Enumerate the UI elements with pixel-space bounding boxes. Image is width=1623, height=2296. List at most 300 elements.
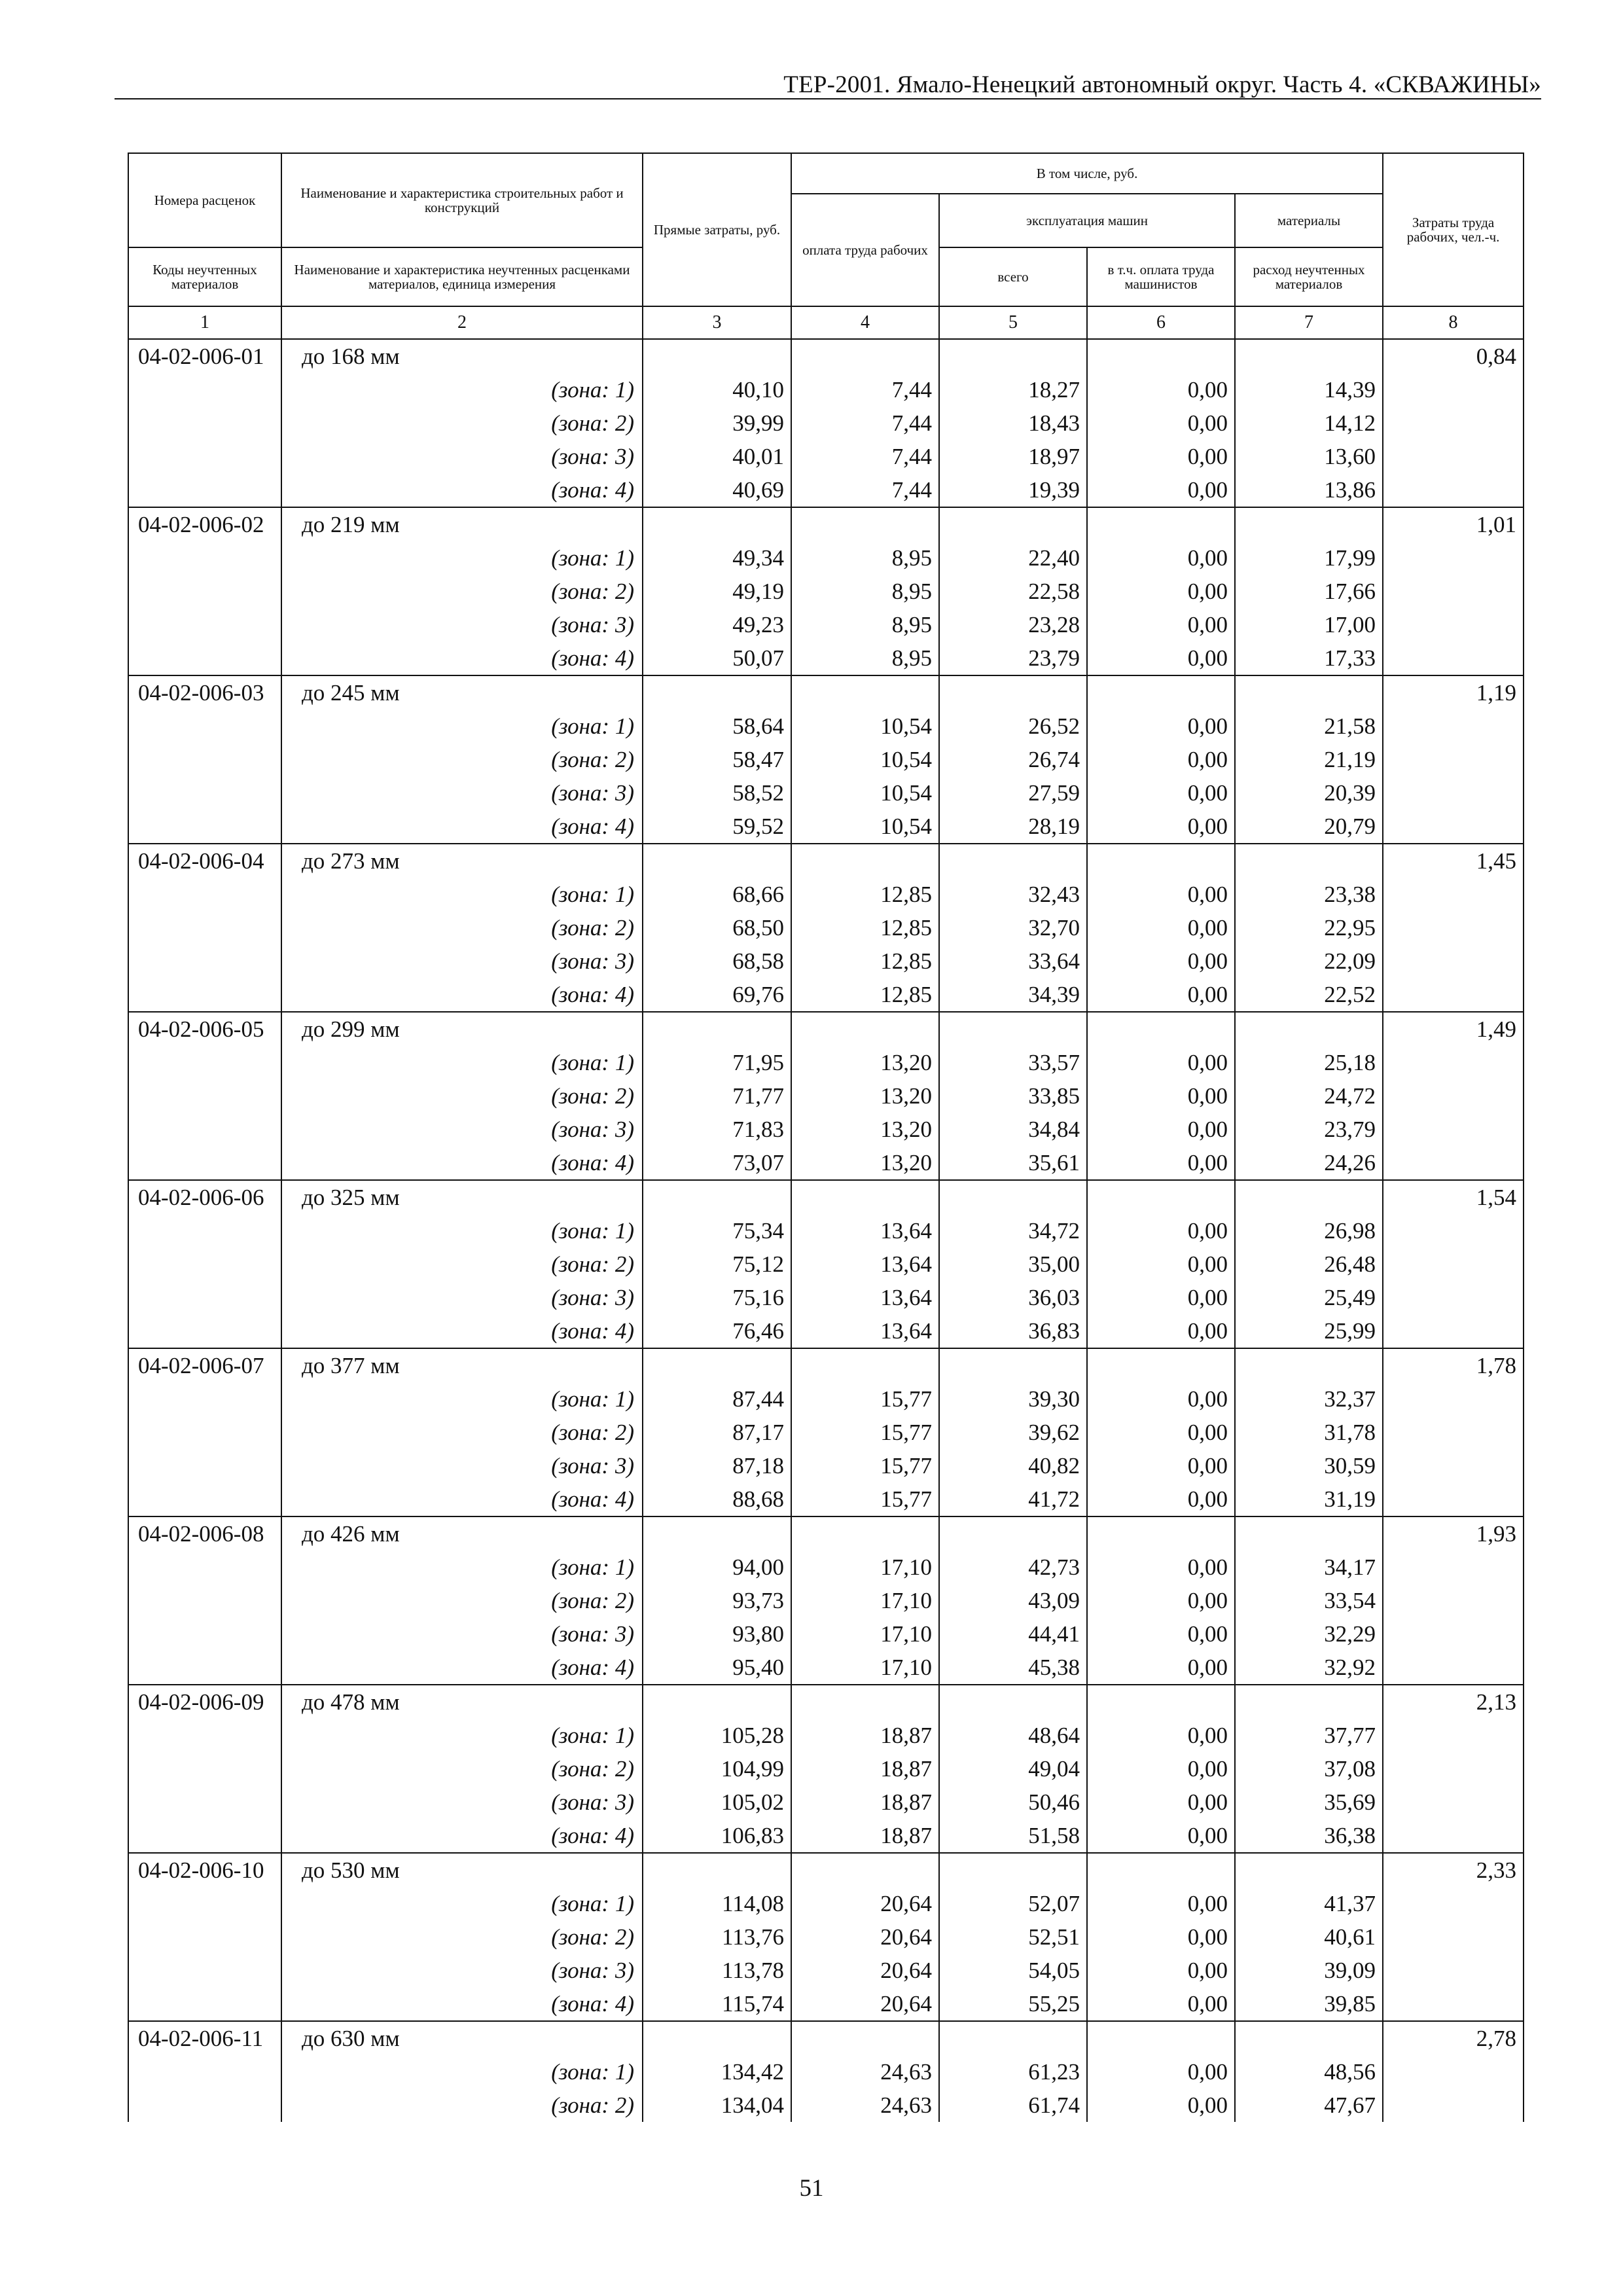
empty-cell <box>1235 339 1383 373</box>
table-row-zone <box>128 1314 1524 1348</box>
empty-cell <box>128 1887 281 1920</box>
materials-value: 20,39 <box>1235 776 1383 810</box>
operator-wages-value: 0,00 <box>1087 1987 1235 2021</box>
empty-cell <box>1383 1819 1524 1853</box>
empty-cell <box>1383 1987 1524 2021</box>
machines-total-value: 45,38 <box>939 1651 1087 1685</box>
operator-wages-value: 0,00 <box>1087 1382 1235 1416</box>
empty-cell <box>1383 1651 1524 1685</box>
machines-total-value: 35,00 <box>939 1247 1087 1281</box>
empty-cell <box>128 709 281 743</box>
direct-costs-value: 49,34 <box>643 541 791 575</box>
materials-value: 34,17 <box>1235 1551 1383 1584</box>
direct-costs-value: 68,58 <box>643 944 791 978</box>
table-row-zone <box>128 1987 1524 2021</box>
rate-name: до 273 мм <box>281 844 643 878</box>
machines-total-value: 36,03 <box>939 1281 1087 1314</box>
empty-cell <box>1383 1449 1524 1482</box>
wages-value: 15,77 <box>791 1382 939 1416</box>
empty-cell <box>1235 675 1383 709</box>
empty-cell <box>1383 743 1524 776</box>
direct-costs-value: 73,07 <box>643 1146 791 1180</box>
column-number: 7 <box>1235 306 1383 339</box>
empty-cell <box>643 844 791 878</box>
table-row-zone <box>128 1079 1524 1113</box>
empty-cell <box>1383 776 1524 810</box>
zone-label: (зона: 4) <box>281 1651 643 1685</box>
empty-cell <box>643 1348 791 1382</box>
materials-value: 36,38 <box>1235 1819 1383 1853</box>
materials-value: 31,78 <box>1235 1416 1383 1449</box>
operator-wages-value: 0,00 <box>1087 1214 1235 1247</box>
empty-cell <box>128 1079 281 1113</box>
rate-code: 04-02-006-04 <box>128 844 281 878</box>
zone-label: (зона: 4) <box>281 1314 643 1348</box>
empty-cell <box>128 743 281 776</box>
empty-cell <box>1383 1247 1524 1281</box>
zone-label: (зона: 1) <box>281 1214 643 1247</box>
empty-cell <box>128 1314 281 1348</box>
wages-value: 12,85 <box>791 911 939 944</box>
zone-label: (зона: 3) <box>281 1617 643 1651</box>
zone-label: (зона: 1) <box>281 878 643 911</box>
empty-cell <box>128 1247 281 1281</box>
zone-label: (зона: 3) <box>281 944 643 978</box>
operator-wages-value: 0,00 <box>1087 440 1235 473</box>
empty-cell <box>643 1853 791 1887</box>
header-column-numbers <box>128 306 1524 339</box>
zone-label: (зона: 1) <box>281 541 643 575</box>
wages-value: 10,54 <box>791 776 939 810</box>
materials-value: 24,26 <box>1235 1146 1383 1180</box>
zone-label: (зона: 1) <box>281 709 643 743</box>
column-number: 4 <box>791 306 939 339</box>
materials-value: 35,69 <box>1235 1785 1383 1819</box>
direct-costs-value: 93,73 <box>643 1584 791 1617</box>
empty-cell <box>1383 608 1524 641</box>
rates-table <box>128 152 1524 2122</box>
materials-value: 37,08 <box>1235 1752 1383 1785</box>
machines-total-value: 42,73 <box>939 1551 1087 1584</box>
materials-value: 17,66 <box>1235 575 1383 608</box>
operator-wages-value: 0,00 <box>1087 1584 1235 1617</box>
materials-value: 21,19 <box>1235 743 1383 776</box>
table-row-zone <box>128 1785 1524 1819</box>
empty-cell <box>643 339 791 373</box>
machines-total-value: 27,59 <box>939 776 1087 810</box>
wages-value: 20,64 <box>791 1987 939 2021</box>
empty-cell <box>1235 507 1383 541</box>
zone-label: (зона: 2) <box>281 1584 643 1617</box>
machines-total-value: 23,79 <box>939 641 1087 675</box>
direct-costs-value: 39,99 <box>643 406 791 440</box>
empty-cell <box>643 675 791 709</box>
machines-total-value: 48,64 <box>939 1719 1087 1752</box>
machines-total-value: 26,74 <box>939 743 1087 776</box>
empty-cell <box>128 541 281 575</box>
operator-wages-value: 0,00 <box>1087 911 1235 944</box>
zone-label: (зона: 1) <box>281 1719 643 1752</box>
direct-costs-value: 59,52 <box>643 810 791 844</box>
machines-total-value: 34,39 <box>939 978 1087 1012</box>
empty-cell <box>1383 709 1524 743</box>
empty-cell <box>791 675 939 709</box>
empty-cell <box>1383 2089 1524 2122</box>
zone-label: (зона: 1) <box>281 2055 643 2089</box>
rate-name: до 530 мм <box>281 1853 643 1887</box>
empty-cell <box>1383 1785 1524 1819</box>
rate-name: до 426 мм <box>281 1516 643 1551</box>
empty-cell <box>128 440 281 473</box>
empty-cell <box>791 1685 939 1719</box>
machines-total-value: 32,43 <box>939 878 1087 911</box>
empty-cell <box>1235 1180 1383 1214</box>
rate-name: до 299 мм <box>281 1012 643 1046</box>
materials-value: 32,29 <box>1235 1617 1383 1651</box>
direct-costs-value: 88,68 <box>643 1482 791 1516</box>
direct-costs-value: 75,12 <box>643 1247 791 1281</box>
machines-total-value: 44,41 <box>939 1617 1087 1651</box>
operator-wages-value: 0,00 <box>1087 641 1235 675</box>
machines-total-value: 52,07 <box>939 1887 1087 1920</box>
machines-total-value: 18,43 <box>939 406 1087 440</box>
operator-wages-value: 0,00 <box>1087 1247 1235 1281</box>
empty-cell <box>1235 844 1383 878</box>
labor-costs-value: 1,93 <box>1383 1516 1524 1551</box>
empty-cell <box>939 1012 1087 1046</box>
empty-cell <box>1383 575 1524 608</box>
empty-cell <box>128 878 281 911</box>
direct-costs-value: 68,66 <box>643 878 791 911</box>
operator-wages-value: 0,00 <box>1087 978 1235 1012</box>
header-including: В том числе, руб. <box>791 153 1383 194</box>
empty-cell <box>128 608 281 641</box>
zone-label: (зона: 2) <box>281 2089 643 2122</box>
header-direct-costs: Прямые затраты, руб. <box>643 153 791 306</box>
table-row-zone <box>128 878 1524 911</box>
operator-wages-value: 0,00 <box>1087 1887 1235 1920</box>
materials-value: 22,09 <box>1235 944 1383 978</box>
empty-cell <box>128 473 281 507</box>
wages-value: 13,20 <box>791 1046 939 1079</box>
direct-costs-value: 104,99 <box>643 1752 791 1785</box>
materials-value: 26,48 <box>1235 1247 1383 1281</box>
operator-wages-value: 0,00 <box>1087 2089 1235 2122</box>
materials-value: 32,92 <box>1235 1651 1383 1685</box>
empty-cell <box>1383 373 1524 406</box>
rate-code: 04-02-006-09 <box>128 1685 281 1719</box>
empty-cell <box>1383 440 1524 473</box>
table-row-zone <box>128 2089 1524 2122</box>
operator-wages-value: 0,00 <box>1087 1449 1235 1482</box>
table-body <box>128 339 1524 2122</box>
direct-costs-value: 134,04 <box>643 2089 791 2122</box>
empty-cell <box>1383 1146 1524 1180</box>
empty-cell <box>128 1551 281 1584</box>
empty-cell <box>1383 1617 1524 1651</box>
table-row-zone <box>128 1617 1524 1651</box>
operator-wages-value: 0,00 <box>1087 2055 1235 2089</box>
empty-cell <box>1383 1113 1524 1146</box>
direct-costs-value: 105,28 <box>643 1719 791 1752</box>
empty-cell <box>939 1516 1087 1551</box>
header-machine-operation: эксплуатация машин <box>939 194 1235 247</box>
machines-total-value: 34,84 <box>939 1113 1087 1146</box>
wages-value: 7,44 <box>791 406 939 440</box>
column-number: 1 <box>128 306 281 339</box>
table-row-zone <box>128 944 1524 978</box>
machines-total-value: 34,72 <box>939 1214 1087 1247</box>
machines-total-value: 19,39 <box>939 473 1087 507</box>
zone-label: (зона: 1) <box>281 1046 643 1079</box>
empty-cell <box>643 2021 791 2055</box>
empty-cell <box>1087 1685 1235 1719</box>
machines-total-value: 61,23 <box>939 2055 1087 2089</box>
operator-wages-value: 0,00 <box>1087 406 1235 440</box>
wages-value: 15,77 <box>791 1449 939 1482</box>
materials-value: 17,99 <box>1235 541 1383 575</box>
materials-value: 32,37 <box>1235 1382 1383 1416</box>
table-row-zone <box>128 1584 1524 1617</box>
empty-cell <box>1383 944 1524 978</box>
rate-code: 04-02-006-08 <box>128 1516 281 1551</box>
empty-cell <box>1087 1853 1235 1887</box>
direct-costs-value: 93,80 <box>643 1617 791 1651</box>
table-row-zone <box>128 1449 1524 1482</box>
rate-code: 04-02-006-03 <box>128 675 281 709</box>
direct-costs-value: 113,78 <box>643 1954 791 1987</box>
table-row-zone <box>128 1920 1524 1954</box>
table-row-rate-header <box>128 1685 1524 1719</box>
empty-cell <box>791 507 939 541</box>
materials-value: 14,39 <box>1235 373 1383 406</box>
materials-value: 39,85 <box>1235 1987 1383 2021</box>
machines-total-value: 39,30 <box>939 1382 1087 1416</box>
machines-total-value: 23,28 <box>939 608 1087 641</box>
zone-label: (зона: 3) <box>281 1785 643 1819</box>
header-machines-total: всего <box>939 247 1087 306</box>
table-row-zone <box>128 1146 1524 1180</box>
empty-cell <box>128 810 281 844</box>
machines-total-value: 18,97 <box>939 440 1087 473</box>
empty-cell <box>128 1920 281 1954</box>
empty-cell <box>1235 1012 1383 1046</box>
table-header <box>128 153 1524 339</box>
table-row-zone <box>128 810 1524 844</box>
operator-wages-value: 0,00 <box>1087 1482 1235 1516</box>
table-row-zone <box>128 978 1524 1012</box>
direct-costs-value: 106,83 <box>643 1819 791 1853</box>
empty-cell <box>791 1853 939 1887</box>
materials-value: 14,12 <box>1235 406 1383 440</box>
wages-value: 24,63 <box>791 2055 939 2089</box>
empty-cell <box>128 373 281 406</box>
empty-cell <box>1383 810 1524 844</box>
materials-value: 48,56 <box>1235 2055 1383 2089</box>
operator-wages-value: 0,00 <box>1087 373 1235 406</box>
empty-cell <box>128 1785 281 1819</box>
machines-total-value: 61,74 <box>939 2089 1087 2122</box>
wages-value: 12,85 <box>791 944 939 978</box>
header-rate-numbers: Номера расценок <box>128 153 281 247</box>
column-number: 2 <box>281 306 643 339</box>
labor-costs-value: 1,49 <box>1383 1012 1524 1046</box>
labor-costs-value: 2,78 <box>1383 2021 1524 2055</box>
wages-value: 8,95 <box>791 641 939 675</box>
wages-value: 15,77 <box>791 1416 939 1449</box>
empty-cell <box>128 1281 281 1314</box>
direct-costs-value: 87,44 <box>643 1382 791 1416</box>
wages-value: 12,85 <box>791 878 939 911</box>
empty-cell <box>791 1348 939 1382</box>
wages-value: 13,64 <box>791 1281 939 1314</box>
empty-cell <box>128 1954 281 1987</box>
table-row-rate-header <box>128 1012 1524 1046</box>
empty-cell <box>1383 1954 1524 1987</box>
materials-value: 22,95 <box>1235 911 1383 944</box>
wages-value: 20,64 <box>791 1954 939 1987</box>
empty-cell <box>128 1819 281 1853</box>
zone-label: (зона: 3) <box>281 1113 643 1146</box>
table-row-rate-header <box>128 507 1524 541</box>
empty-cell <box>1383 1551 1524 1584</box>
machines-total-value: 35,61 <box>939 1146 1087 1180</box>
empty-cell <box>1383 1482 1524 1516</box>
wages-value: 18,87 <box>791 1819 939 1853</box>
wages-value: 18,87 <box>791 1785 939 1819</box>
empty-cell <box>128 2055 281 2089</box>
table-row-rate-header <box>128 339 1524 373</box>
wages-value: 18,87 <box>791 1752 939 1785</box>
operator-wages-value: 0,00 <box>1087 1617 1235 1651</box>
table-row-zone <box>128 2055 1524 2089</box>
zone-label: (зона: 4) <box>281 810 643 844</box>
rate-name: до 377 мм <box>281 1348 643 1382</box>
operator-wages-value: 0,00 <box>1087 575 1235 608</box>
labor-costs-value: 2,13 <box>1383 1685 1524 1719</box>
column-number: 6 <box>1087 306 1235 339</box>
operator-wages-value: 0,00 <box>1087 810 1235 844</box>
direct-costs-value: 40,01 <box>643 440 791 473</box>
zone-label: (зона: 1) <box>281 1887 643 1920</box>
materials-value: 20,79 <box>1235 810 1383 844</box>
materials-value: 17,00 <box>1235 608 1383 641</box>
labor-costs-value: 1,78 <box>1383 1348 1524 1382</box>
table-row-zone <box>128 1819 1524 1853</box>
empty-cell <box>939 675 1087 709</box>
empty-cell <box>1383 1719 1524 1752</box>
direct-costs-value: 113,76 <box>643 1920 791 1954</box>
materials-value: 47,67 <box>1235 2089 1383 2122</box>
direct-costs-value: 71,83 <box>643 1113 791 1146</box>
table-row-zone <box>128 608 1524 641</box>
table-row-zone <box>128 1719 1524 1752</box>
direct-costs-value: 94,00 <box>643 1551 791 1584</box>
zone-label: (зона: 3) <box>281 440 643 473</box>
empty-cell <box>1087 1180 1235 1214</box>
empty-cell <box>939 339 1087 373</box>
empty-cell <box>643 1685 791 1719</box>
operator-wages-value: 0,00 <box>1087 1719 1235 1752</box>
empty-cell <box>128 1113 281 1146</box>
empty-cell <box>939 507 1087 541</box>
empty-cell <box>128 1987 281 2021</box>
materials-value: 25,49 <box>1235 1281 1383 1314</box>
table-row-zone <box>128 743 1524 776</box>
wages-value: 17,10 <box>791 1584 939 1617</box>
wages-value: 10,54 <box>791 709 939 743</box>
empty-cell <box>1087 339 1235 373</box>
empty-cell <box>128 2089 281 2122</box>
zone-label: (зона: 2) <box>281 1079 643 1113</box>
operator-wages-value: 0,00 <box>1087 1314 1235 1348</box>
empty-cell <box>1383 878 1524 911</box>
operator-wages-value: 0,00 <box>1087 608 1235 641</box>
empty-cell <box>643 1516 791 1551</box>
machines-total-value: 49,04 <box>939 1752 1087 1785</box>
zone-label: (зона: 2) <box>281 575 643 608</box>
machines-total-value: 51,58 <box>939 1819 1087 1853</box>
empty-cell <box>939 1180 1087 1214</box>
rate-name: до 478 мм <box>281 1685 643 1719</box>
table-row-zone <box>128 1046 1524 1079</box>
empty-cell <box>128 1752 281 1785</box>
rate-name: до 325 мм <box>281 1180 643 1214</box>
materials-value: 22,52 <box>1235 978 1383 1012</box>
direct-costs-value: 71,95 <box>643 1046 791 1079</box>
rate-code: 04-02-006-11 <box>128 2021 281 2055</box>
table-row-rate-header <box>128 844 1524 878</box>
rate-code: 04-02-006-10 <box>128 1853 281 1887</box>
wages-value: 17,10 <box>791 1651 939 1685</box>
page-number: 51 <box>799 2175 824 2202</box>
machines-total-value: 52,51 <box>939 1920 1087 1954</box>
empty-cell <box>128 406 281 440</box>
table-row-zone <box>128 541 1524 575</box>
page-header-title: ТЕР-2001. Ямало-Ненецкий автономный округ. Часть 4. «СКВАЖИНЫ» <box>783 71 1541 98</box>
empty-cell <box>643 1180 791 1214</box>
table-row-rate-header <box>128 1516 1524 1551</box>
materials-value: 26,98 <box>1235 1214 1383 1247</box>
wages-value: 10,54 <box>791 810 939 844</box>
empty-cell <box>791 2021 939 2055</box>
table-row-zone <box>128 641 1524 675</box>
empty-cell <box>939 1348 1087 1382</box>
wages-value: 13,20 <box>791 1079 939 1113</box>
empty-cell <box>1087 1516 1235 1551</box>
machines-total-value: 40,82 <box>939 1449 1087 1482</box>
empty-cell <box>643 507 791 541</box>
machines-total-value: 50,46 <box>939 1785 1087 1819</box>
operator-wages-value: 0,00 <box>1087 743 1235 776</box>
direct-costs-value: 71,77 <box>643 1079 791 1113</box>
materials-value: 13,60 <box>1235 440 1383 473</box>
direct-costs-value: 58,64 <box>643 709 791 743</box>
zone-label: (зона: 2) <box>281 1416 643 1449</box>
empty-cell <box>791 844 939 878</box>
empty-cell <box>1383 541 1524 575</box>
zone-label: (зона: 4) <box>281 1987 643 2021</box>
empty-cell <box>128 1482 281 1516</box>
header-wages: оплата труда рабочих <box>791 194 939 306</box>
labor-costs-value: 1,01 <box>1383 507 1524 541</box>
machines-total-value: 36,83 <box>939 1314 1087 1348</box>
direct-costs-value: 58,47 <box>643 743 791 776</box>
empty-cell <box>128 1046 281 1079</box>
empty-cell <box>128 1146 281 1180</box>
materials-value: 25,99 <box>1235 1314 1383 1348</box>
operator-wages-value: 0,00 <box>1087 541 1235 575</box>
